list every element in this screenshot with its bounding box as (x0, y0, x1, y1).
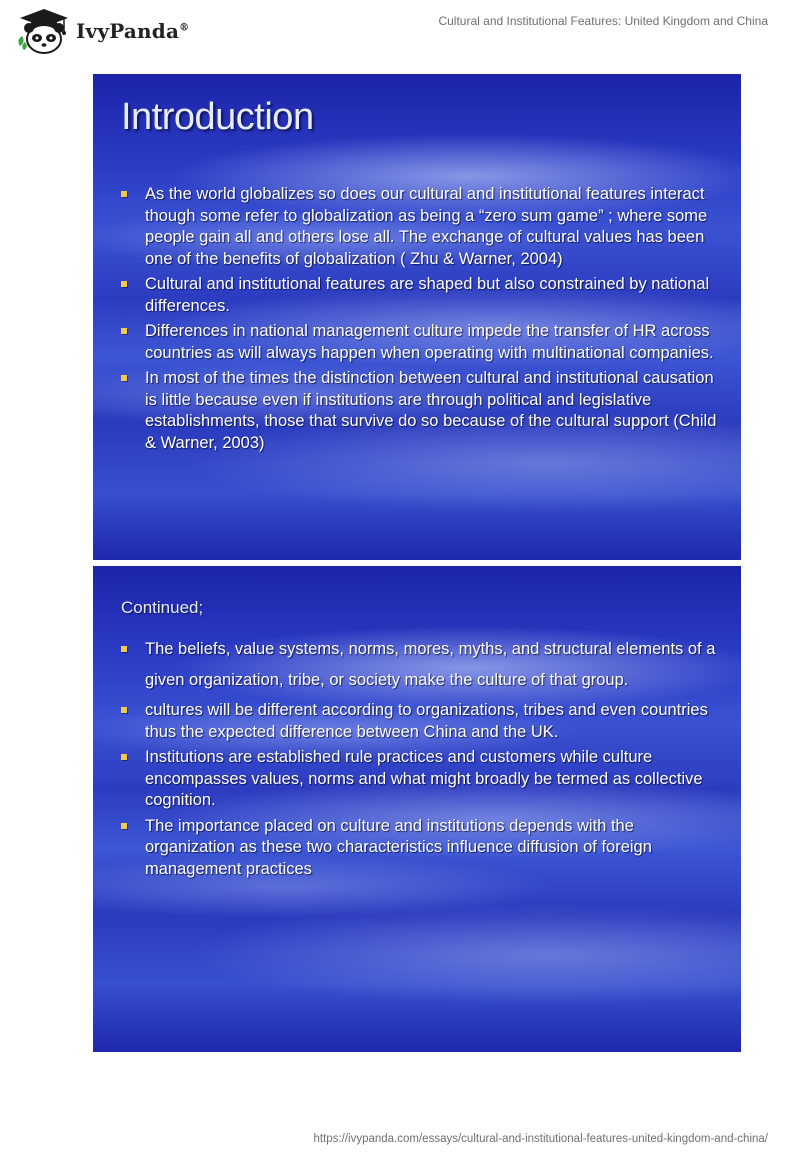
list-item: As the world globalizes so does our cultural and institutional features interact though some refer to globalization as being a “zero sum game” ; where some people gain all and others lose all. The exchange of cultural values has been one of the benefits of globalization ( Zhu & Warner, 2004) (119, 184, 717, 270)
square-bullet-icon (121, 823, 127, 829)
square-bullet-icon (121, 754, 127, 760)
square-bullet-icon (121, 191, 127, 197)
square-bullet-icon (121, 375, 127, 381)
list-item: Differences in national management culture impede the transfer of HR across countries as will always happen when operating with multinational companies. (119, 321, 717, 364)
list-item: The importance placed on culture and institutions depends with the organization as these two characteristics influence diffusion of foreign management practices (119, 816, 717, 881)
square-bullet-icon (121, 281, 127, 287)
slide-title: Continued; (121, 598, 204, 617)
slide-introduction (93, 74, 741, 560)
bullet-list (119, 184, 717, 458)
list-item: Cultural and institutional features are shaped but also constrained by national differences. (119, 274, 717, 317)
page-header (0, 0, 800, 62)
slide-title: Introduction (121, 96, 314, 138)
list-item: The beliefs, value systems, norms, mores, myths, and structural elements of a given organization, tribe, or society make the culture of that group. (119, 634, 717, 696)
list-item: cultures will be different according to organizations, tribes and even countries thus the expected difference between China and the UK. (119, 700, 717, 743)
panda-graduation-cap-icon (14, 6, 72, 56)
source-url-link[interactable]: https://ivypanda.com/essays/cultural-and-institutional-features-united-kingdom-and-china/ (313, 1133, 768, 1145)
list-item: In most of the times the distinction between cultural and institutional causation is little because even if institutions are through political and legislative establishments, those that survive do so because of the cultural support (Child & Warner, 2003) (119, 368, 717, 454)
square-bullet-icon (121, 328, 127, 334)
square-bullet-icon (121, 646, 127, 652)
document-title: Cultural and Institutional Features: United Kingdom and China (438, 14, 768, 28)
list-item: Institutions are established rule practices and customers while culture encompasses values, norms and what might broadly be termed as collective cognition. (119, 747, 717, 812)
brand-name: IvyPanda® (76, 19, 190, 43)
square-bullet-icon (121, 707, 127, 713)
bullet-list (119, 634, 717, 884)
ivypanda-logo[interactable] (14, 6, 189, 56)
slide-continued (93, 566, 741, 1052)
